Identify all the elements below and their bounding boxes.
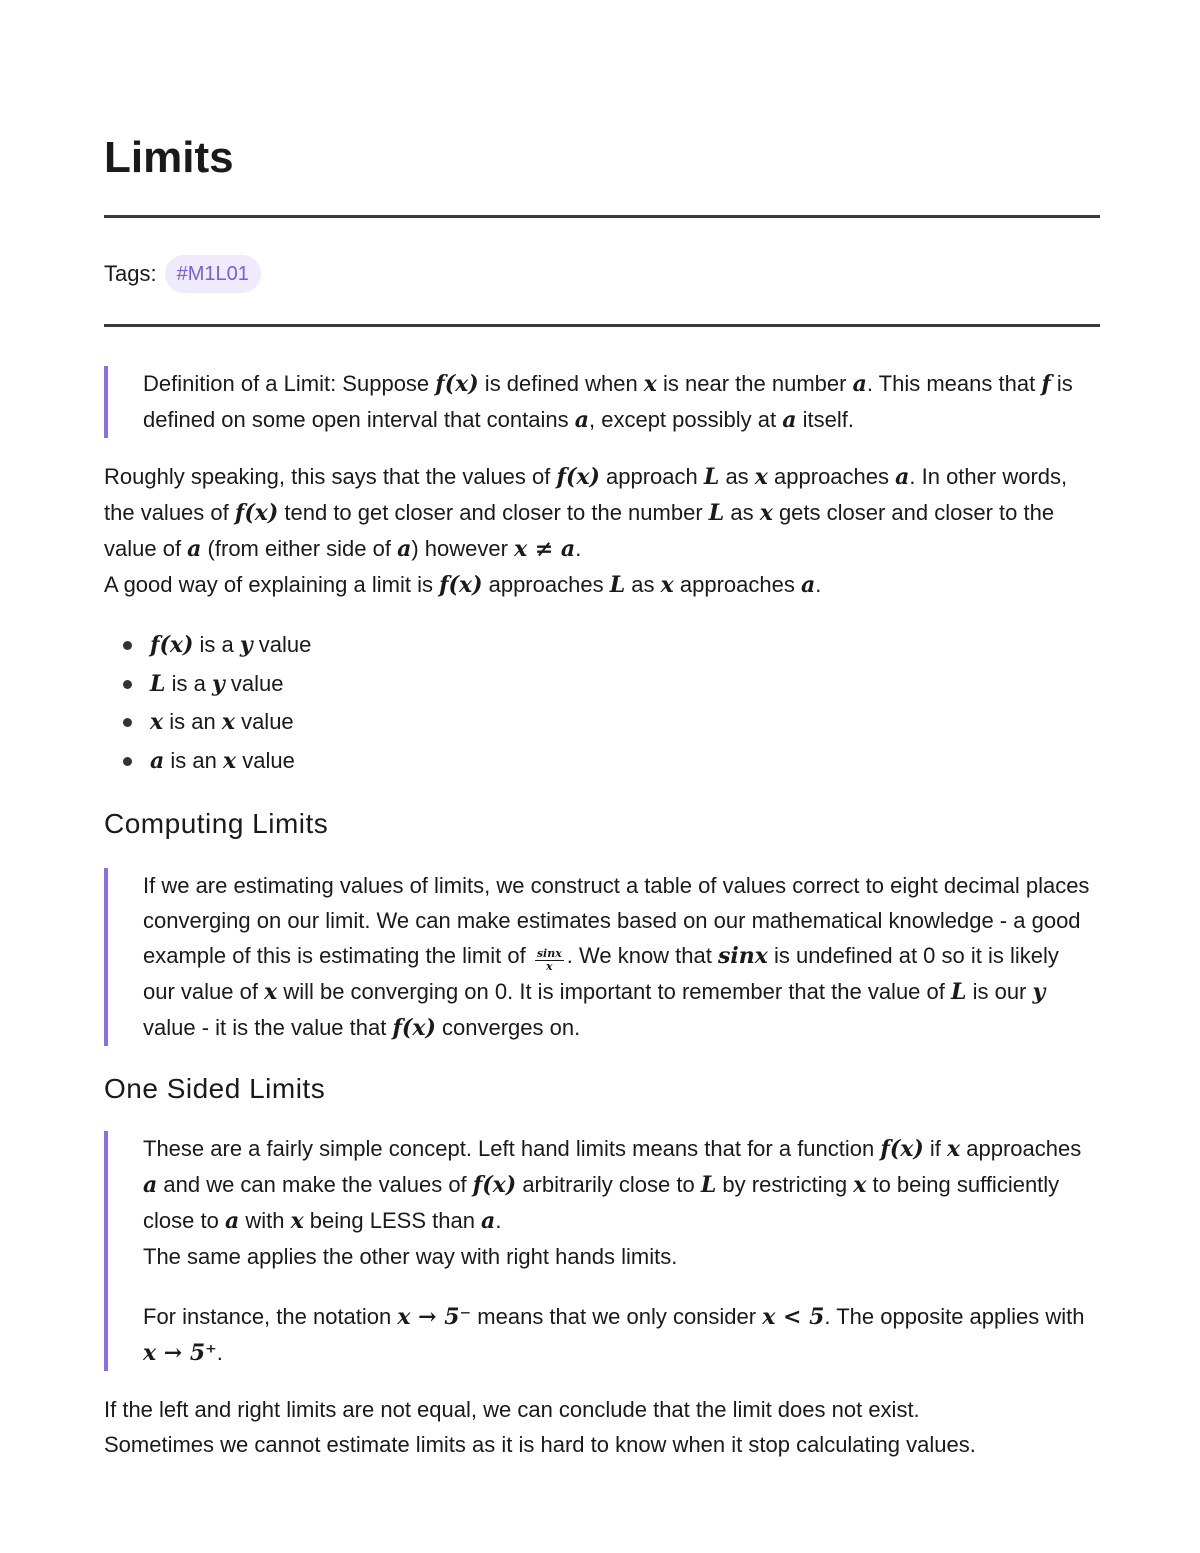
bullet-icon: [123, 680, 132, 689]
tags-row: [104, 255, 261, 293]
bullet-icon: [123, 641, 132, 650]
list-item: x is an x value: [104, 703, 311, 742]
computing-text: If we are estimating values of limits, we construct a table of values correct to eight decimal places converging on our limit. We can make estimates based on our mathematical knowledge - a good example of this is estimating the limit of $\frac{\sin x}{x}$ . We know that sinx is undefined at 0 so it is likely our value of x will be converging on 0. It is important to remember that the value of L is our y value - it is the value that f(x) converges on.: [143, 873, 1090, 1041]
bullet-icon: [123, 757, 132, 766]
computing-callout: [104, 868, 1096, 1046]
page-title: Limits: [104, 133, 234, 182]
tag-m1l01[interactable]: #M1L01: [165, 255, 261, 293]
tags-divider: [104, 324, 1100, 327]
definition-callout: [104, 366, 1096, 438]
computing-limits-heading: Computing Limits: [104, 808, 329, 839]
one-sided-callout: [104, 1131, 1096, 1371]
definition-text: Definition of a Limit: Suppose f(x) is defined when x is near the number a. This means that f is defined on some open interval that contains a, except possibly at a itself.: [143, 371, 1073, 433]
right-hand-limits-text: The same applies the other way with right hands limits.: [143, 1244, 678, 1269]
closing-paragraph: [104, 1392, 1100, 1462]
closing-line-2: Sometimes we cannot estimate limits as it is hard to know when it stop calculating values.: [104, 1432, 976, 1457]
closing-line-1: If the left and right limits are not equal, we can conclude that the limit does not exist.: [104, 1397, 920, 1422]
title-divider: [104, 215, 1100, 218]
tags-label: Tags:: [104, 261, 157, 286]
list-item: L is a y value: [104, 665, 311, 704]
list-item: a is an x value: [104, 742, 311, 781]
roughly-text: Roughly speaking, this says that the values of f(x) approach L as x approaches a. In other words, the values of f(x) tend to get closer and closer to the number L as x gets closer and closer to the value of a (from either side of a) however x ≠ a.: [104, 464, 1068, 562]
list-item: f(x) is a y value: [104, 626, 311, 665]
variable-list: [104, 626, 311, 780]
one-sided-limits-heading: One Sided Limits: [104, 1073, 326, 1104]
good-way-text: A good way of explaining a limit is f(x) approaches L as x approaches a.: [104, 572, 822, 598]
bullet-icon: [123, 718, 132, 727]
notation-text: For instance, the notation x → 5⁻ means that we only consider x < 5. The opposite applies with x → 5⁺.: [143, 1304, 1085, 1366]
sinx-over-x-fraction: $\frac{\sin x}{x}$: [536, 947, 562, 973]
explanation-paragraph: [104, 459, 1100, 603]
one-sided-text: These are a fairly simple concept. Left hand limits means that for a function f(x) if x approaches a and we can make the values of f(x) arbitrarily close to L by restricting x to being sufficiently close to a with x being LESS than a.: [143, 1136, 1082, 1234]
